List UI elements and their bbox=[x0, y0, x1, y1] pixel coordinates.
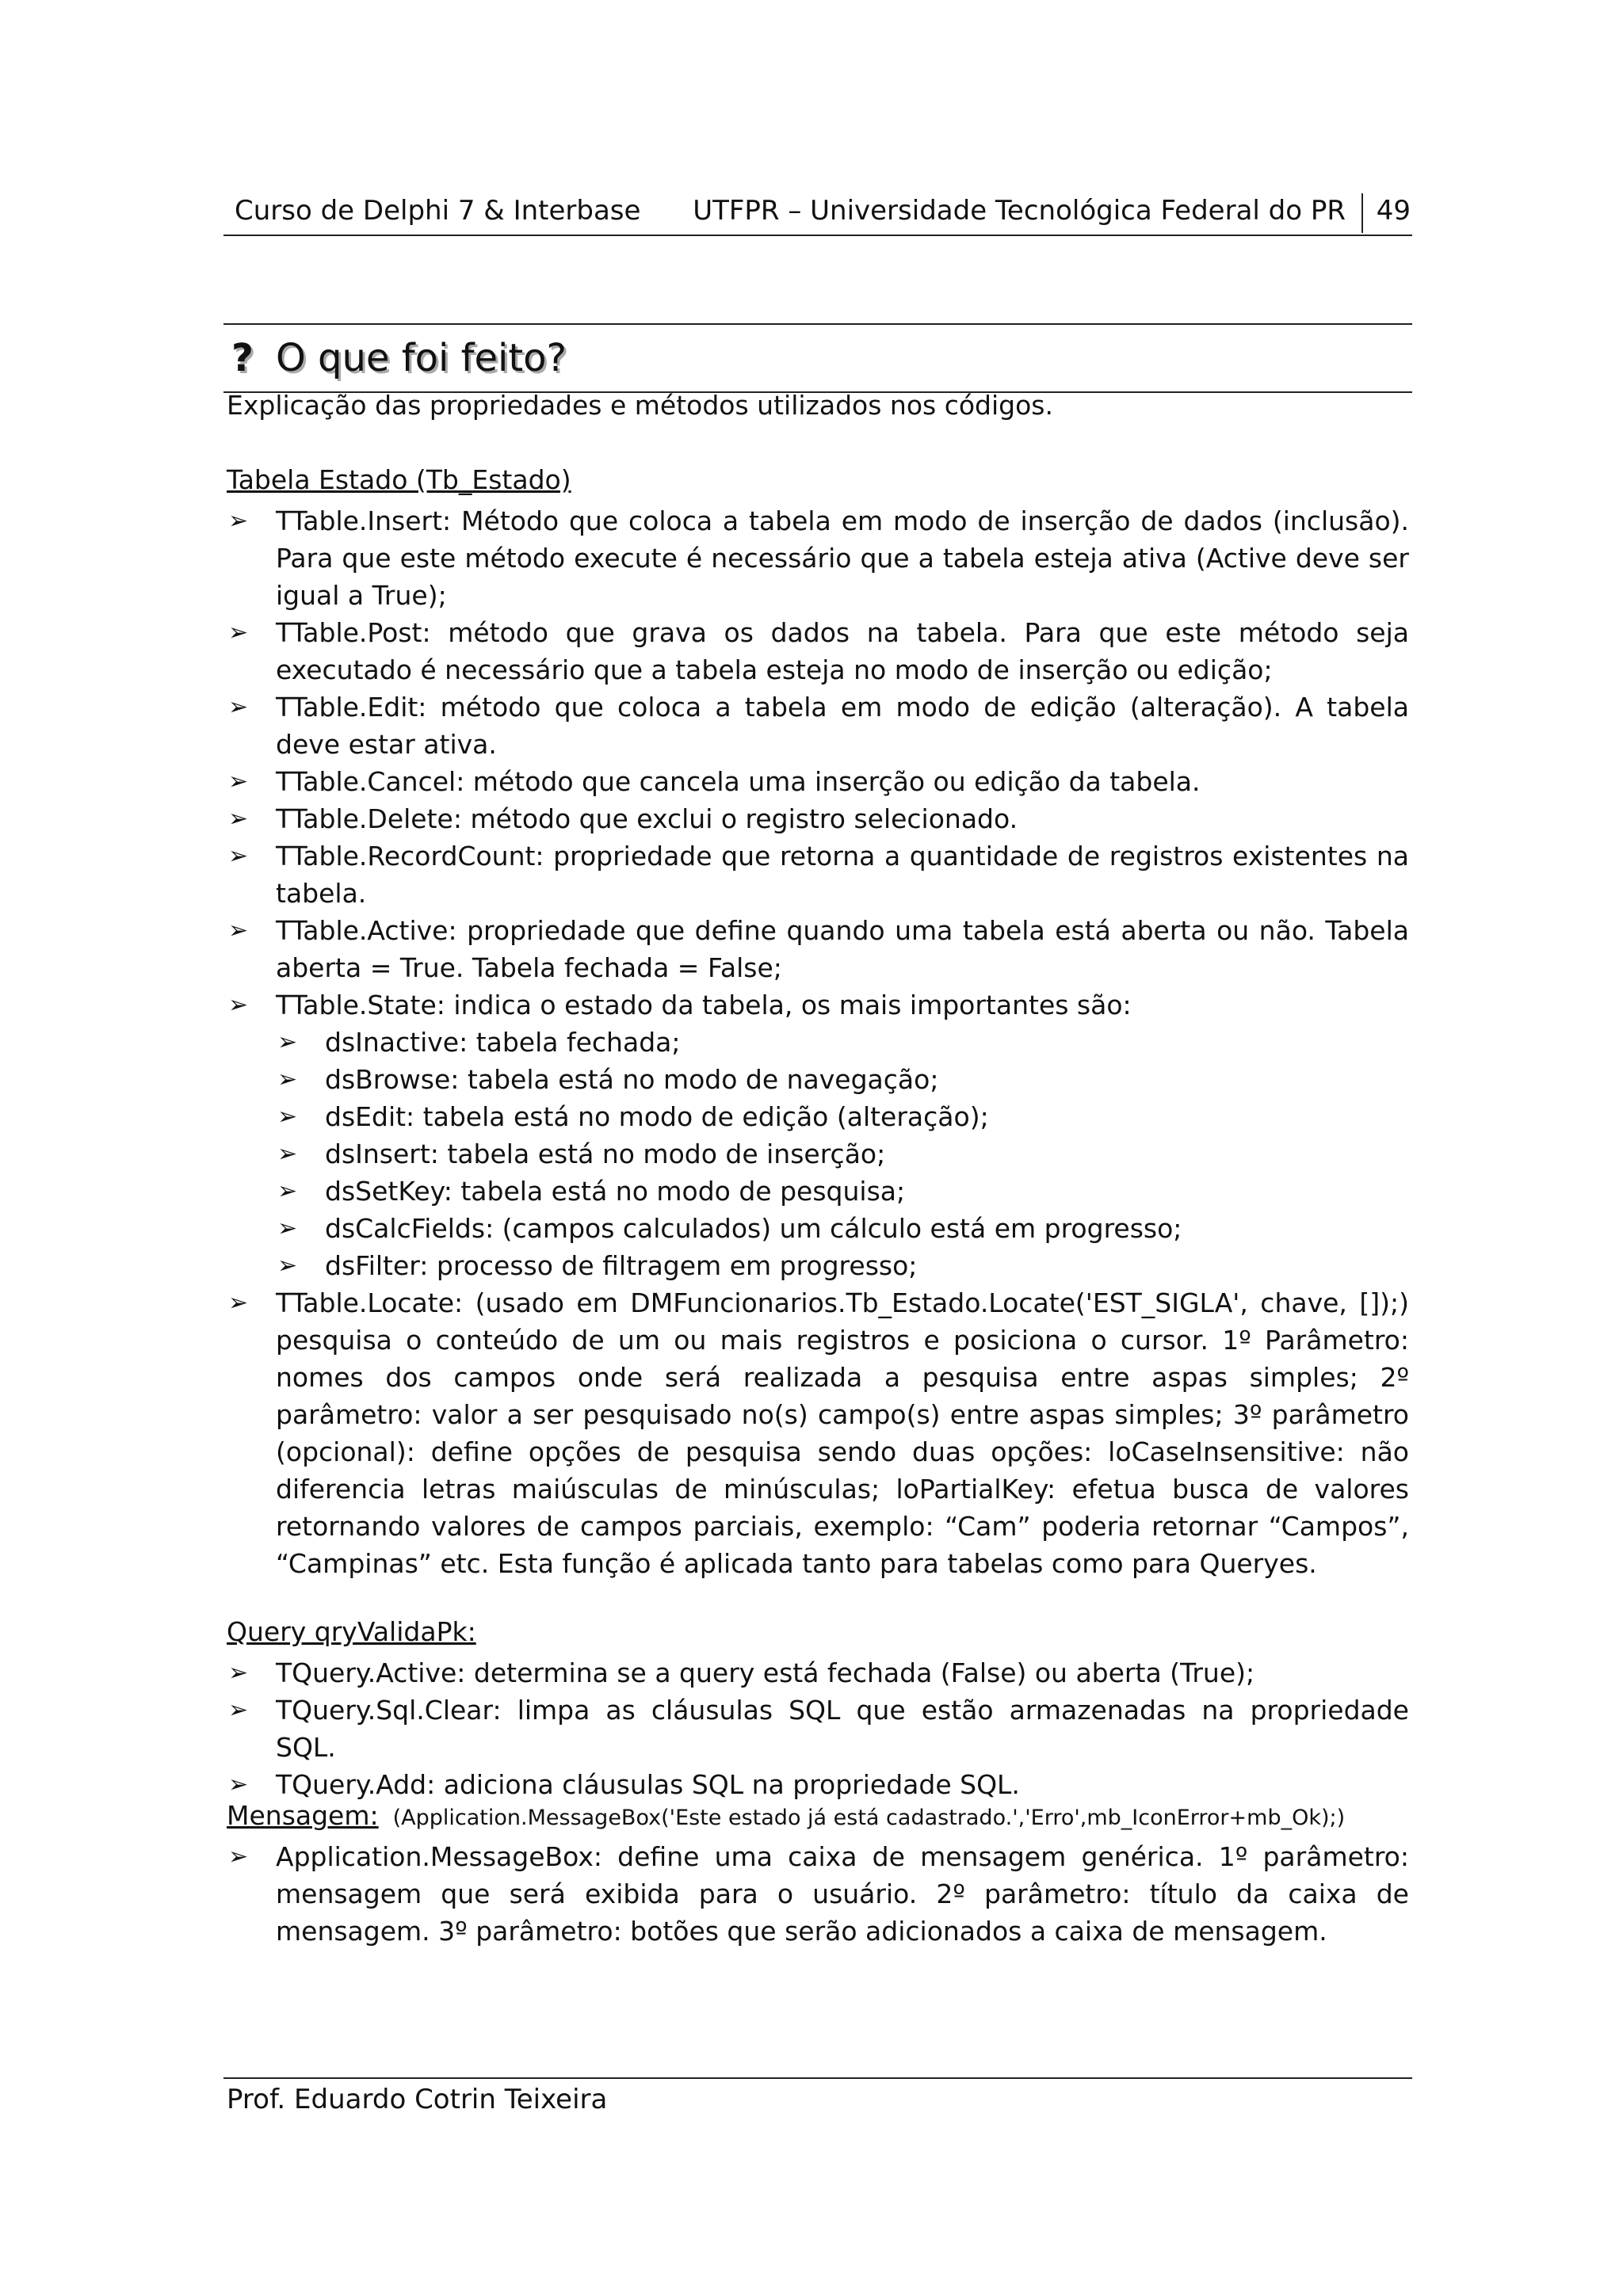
item-text: TTable.Delete: método que exclui o registro selecionado. bbox=[276, 803, 1018, 834]
state-list-item bbox=[227, 1098, 1409, 1135]
item-text: Application.MessageBox: define uma caixa de mensagem genérica. 1º parâmetro: mensagem que será exibida para o usuário. 2º parâmetro: título da caixa de mensagem. 3º parâmetro: botões que serão adicionados a caixa de mensagem. bbox=[276, 1841, 1409, 1947]
state-list-item bbox=[227, 1135, 1409, 1173]
item-text: TTable.Edit: método que coloca a tabela em modo de edição (alteração). A tabela deve estar ativa. bbox=[276, 692, 1409, 760]
query-methods-list bbox=[227, 1654, 1409, 1803]
section-title-block bbox=[223, 323, 1412, 393]
arrow-bullet-icon: ➢ bbox=[228, 507, 249, 535]
list-item bbox=[227, 502, 1409, 614]
list-item bbox=[227, 800, 1409, 837]
state-list-item bbox=[227, 1173, 1409, 1210]
arrow-bullet-icon: ➢ bbox=[228, 991, 249, 1019]
item-text: TQuery.Active: determina se a query está fechada (False) ou aberta (True); bbox=[276, 1657, 1255, 1688]
arrow-bullet-icon: ➢ bbox=[277, 1066, 298, 1093]
message-label: Mensagem: bbox=[227, 1800, 379, 1831]
message-methods-list bbox=[227, 1838, 1409, 1950]
page-header bbox=[223, 193, 1412, 236]
item-text: dsBrowse: tabela está no modo de navegação; bbox=[325, 1064, 939, 1095]
arrow-bullet-icon: ➢ bbox=[277, 1028, 298, 1056]
state-list-item bbox=[227, 1024, 1409, 1061]
state-list-item bbox=[227, 1061, 1409, 1098]
item-text: dsSetKey: tabela está no modo de pesquisa; bbox=[325, 1176, 906, 1207]
item-text: TTable.Locate: (usado em DMFuncionarios.Tb_Estado.Locate('EST_SIGLA', chave, []);) pesquisa o conteúdo de um ou mais registros e posiciona o cursor. 1º Parâmetro: nomes dos campos onde será realizada a pesquisa entre aspas simples; 2º parâmetro: valor a ser pesquisado no(s) campo(s) entre aspas simples; 3º parâmetro (opcional): define opções de pesquisa sendo duas opções: loCaseInsensitive: não diferencia letras maiúsculas de minúsculas; loPartialKey: efetua busca de valores retornando valores de campos parciais, exemplo: “Cam” poderia retornar “Campos”, “Campinas” etc. Esta função é aplicada tanto para tabelas como para Queryes. bbox=[276, 1287, 1409, 1579]
arrow-bullet-icon: ➢ bbox=[228, 805, 249, 833]
header-divider bbox=[1361, 193, 1363, 233]
item-text: TTable.Active: propriedade que define quando uma tabela está aberta ou não. Tabela aberta = True. Tabela fechada = False; bbox=[276, 915, 1409, 983]
item-text: dsInactive: tabela fechada; bbox=[325, 1027, 681, 1058]
item-text: TTable.Insert: Método que coloca a tabela em modo de inserção de dados (inclusão). Para que este método execute é necessário que a tabela esteja ativa (Active deve ser igual a True); bbox=[276, 505, 1409, 611]
list-item bbox=[227, 912, 1409, 986]
list-item bbox=[227, 688, 1409, 763]
item-text: dsInsert: tabela está no modo de inserção; bbox=[325, 1138, 886, 1169]
arrow-bullet-icon: ➢ bbox=[277, 1177, 298, 1205]
item-text: TTable.Cancel: método que cancela uma inserção ou edição da tabela. bbox=[276, 766, 1201, 797]
list-item bbox=[227, 1654, 1409, 1691]
list-item bbox=[227, 837, 1409, 912]
item-text: TTable.State: indica o estado da tabela, os mais importantes são: bbox=[276, 990, 1132, 1020]
arrow-bullet-icon: ➢ bbox=[228, 842, 249, 870]
arrow-bullet-icon: ➢ bbox=[228, 1771, 249, 1798]
arrow-bullet-icon: ➢ bbox=[277, 1103, 298, 1131]
list-item bbox=[227, 1284, 1409, 1582]
arrow-bullet-icon: ➢ bbox=[228, 917, 249, 944]
item-text: TQuery.Add: adiciona cláusulas SQL na propriedade SQL. bbox=[276, 1769, 1020, 1800]
message-section-heading bbox=[227, 1800, 1345, 1831]
arrow-bullet-icon: ➢ bbox=[228, 1659, 249, 1687]
section-subtitle: Explicação das propriedades e métodos utilizados nos códigos. bbox=[227, 390, 1053, 421]
item-text: dsFilter: processo de filtragem em progresso; bbox=[325, 1250, 918, 1281]
arrow-bullet-icon: ➢ bbox=[228, 619, 249, 646]
section-title: O que foi feito? bbox=[276, 336, 567, 380]
item-text: dsEdit: tabela está no modo de edição (alteração); bbox=[325, 1101, 989, 1132]
page-number: 49 bbox=[1376, 195, 1411, 227]
state-list-item bbox=[227, 1210, 1409, 1247]
item-text: dsCalcFields: (campos calculados) um cálculo está em progresso; bbox=[325, 1213, 1182, 1244]
message-code: (Application.MessageBox('Este estado já está cadastrado.','Erro',mb_IconError+mb_Ok);) bbox=[392, 1806, 1346, 1830]
item-text: TTable.Post: método que grava os dados na tabela. Para que este método seja executado é necessário que a tabela esteja no modo de inserção ou edição; bbox=[276, 617, 1409, 685]
question-mark-icon: ? bbox=[231, 336, 254, 380]
list-item bbox=[227, 1766, 1409, 1803]
institution-name: UTFPR – Universidade Tecnológica Federal do PR bbox=[693, 195, 1346, 227]
arrow-bullet-icon: ➢ bbox=[228, 693, 249, 721]
list-item bbox=[227, 763, 1409, 800]
arrow-bullet-icon: ➢ bbox=[228, 1289, 249, 1317]
table-section-heading: Tabela Estado (Tb_Estado) bbox=[227, 464, 571, 495]
arrow-bullet-icon: ➢ bbox=[228, 1843, 249, 1871]
arrow-bullet-icon: ➢ bbox=[228, 1696, 249, 1724]
author-name: Prof. Eduardo Cotrin Teixeira bbox=[227, 2084, 608, 2115]
list-item bbox=[227, 1691, 1409, 1766]
list-item bbox=[227, 986, 1409, 1024]
page-footer bbox=[223, 2077, 1412, 2115]
item-text: TQuery.Sql.Clear: limpa as cláusulas SQL que estão armazenadas na propriedade SQL. bbox=[276, 1695, 1409, 1763]
list-item bbox=[227, 614, 1409, 688]
query-section-heading: Query qryValidaPk: bbox=[227, 1616, 476, 1647]
item-text: TTable.RecordCount: propriedade que retorna a quantidade de registros existentes na tabela. bbox=[276, 841, 1409, 909]
table-methods-list bbox=[227, 502, 1409, 1582]
list-item bbox=[227, 1838, 1409, 1950]
course-title: Curso de Delphi 7 & Interbase bbox=[235, 195, 641, 227]
arrow-bullet-icon: ➢ bbox=[228, 768, 249, 795]
arrow-bullet-icon: ➢ bbox=[277, 1215, 298, 1242]
arrow-bullet-icon: ➢ bbox=[277, 1252, 298, 1280]
arrow-bullet-icon: ➢ bbox=[277, 1140, 298, 1168]
state-list-item bbox=[227, 1247, 1409, 1284]
